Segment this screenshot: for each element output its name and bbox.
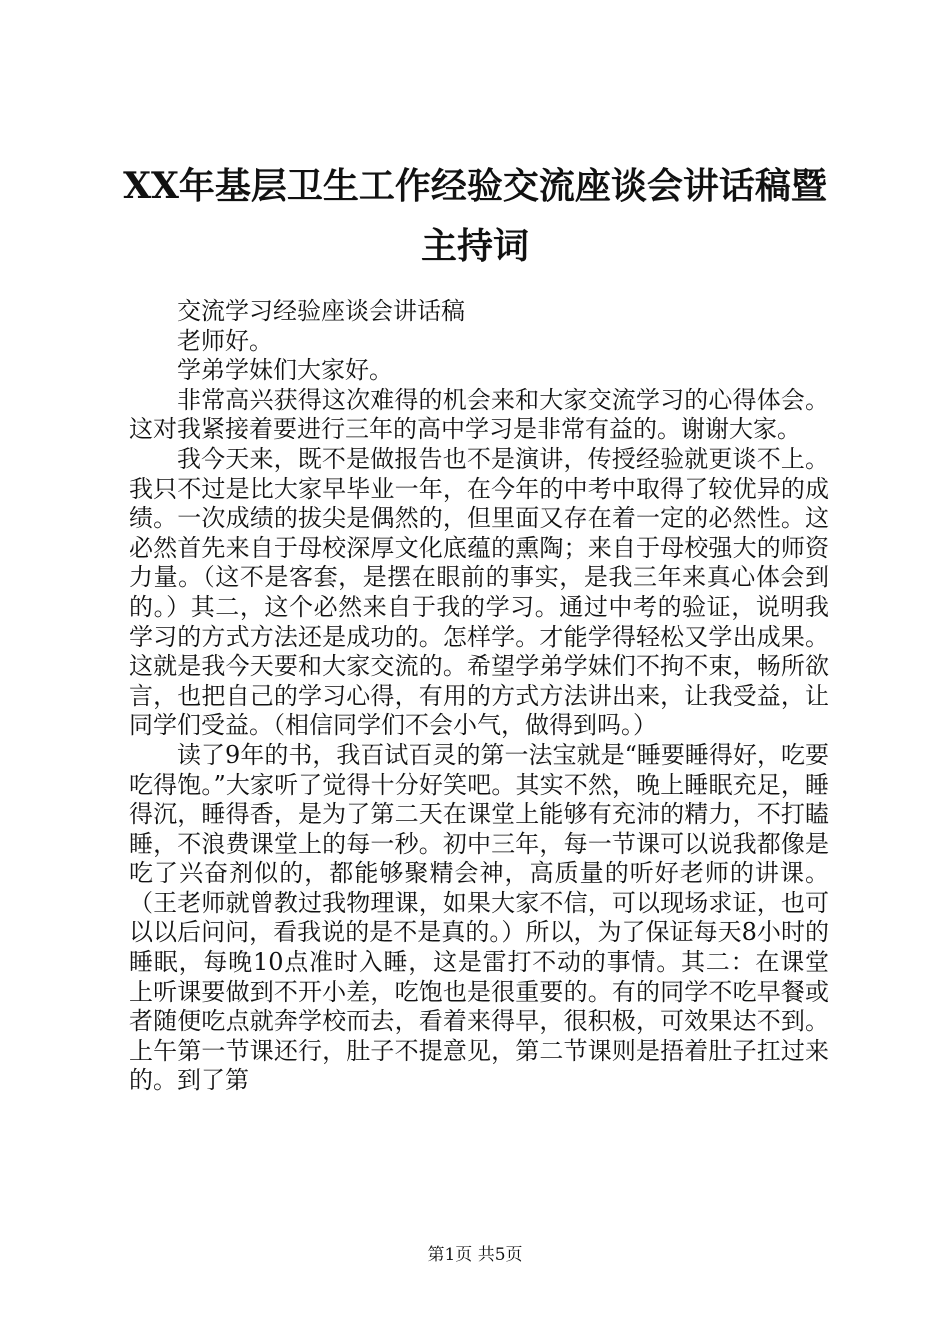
paragraph-greeting-students: 学弟学妹们大家好。 <box>177 356 393 385</box>
paragraph-purpose: 我今天来，既不是做报告也不是演讲，传授经验就更谈不上。我只不过是比大家早毕业一年，在今年的中考中取得了较优异的成绩。一次成绩的拔尖是偶然的，但里面又存在着一定的必然性。这必然首先来自于母校深厚文化底蕴的熏陶；来自于母校强大的师资力量。（这不是客套，是摆在眼前的事实，是我三年来真心体会到的。）其二，这个必然来自于我的学习。通过中考的验证，说明我学习的方式方法还是成功的。怎样学。才能学得轻松又学出成果。这就是我今天要和大家交流的。希望学弟学妹们不拘不束，畅所欲言，也把自己的学习心得，有用的方式方法讲出来，让我受益，让同学们受益。（相信同学们不会小气，做得到吗。） <box>129 444 829 740</box>
document-title <box>120 156 830 276</box>
paragraph-greeting-teachers: 老师好。 <box>177 326 273 355</box>
page-footer: 第1页 共5页 <box>427 1245 523 1265</box>
paragraph-heading: 交流学习经验座谈会讲话稿 <box>177 297 465 325</box>
title-line-2: 主持词 <box>420 225 529 267</box>
title-line-1: XX年基层卫生工作经验交流座谈会讲话稿暨 <box>123 165 827 207</box>
document-body <box>129 297 829 1096</box>
paragraph-intro: 非常高兴获得这次难得的机会来和大家交流学习的心得体会。这对我紧接着要进行三年的高中学习是非常有益的。谢谢大家。 <box>129 385 829 444</box>
paragraph-sleep-eat: 读了9年的书，我百试百灵的第一法宝就是“睡要睡得好，吃要吃得饱。”大家听了觉得十分好笑吧。其实不然，晚上睡眠充足，睡得沉，睡得香，是为了第二天在课堂上能够有充沛的精力，不打瞌睡，不浪费课堂上的每一秒。初中三年，每一节课可以说我都像是吃了兴奋剂似的，都能够聚精会神，高质量的听好老师的讲课。（王老师就曾教过我物理课，如果大家不信，可以现场求证，也可以以后问问，看我说的是不是真的。）所以，为了保证每天8小时的睡眠，每晚10点准时入睡，这是雷打不动的事情。其二：在课堂上听课要做到不开小差，吃饱也是很重要的。有的同学不吃早餐或者随便吃点就奔学校而去，看着来得早，很积极，可效果达不到。上午第一节课还行，肚子不提意见，第二节课则是捂着肚子扛过来的。到了第 <box>129 740 829 1095</box>
